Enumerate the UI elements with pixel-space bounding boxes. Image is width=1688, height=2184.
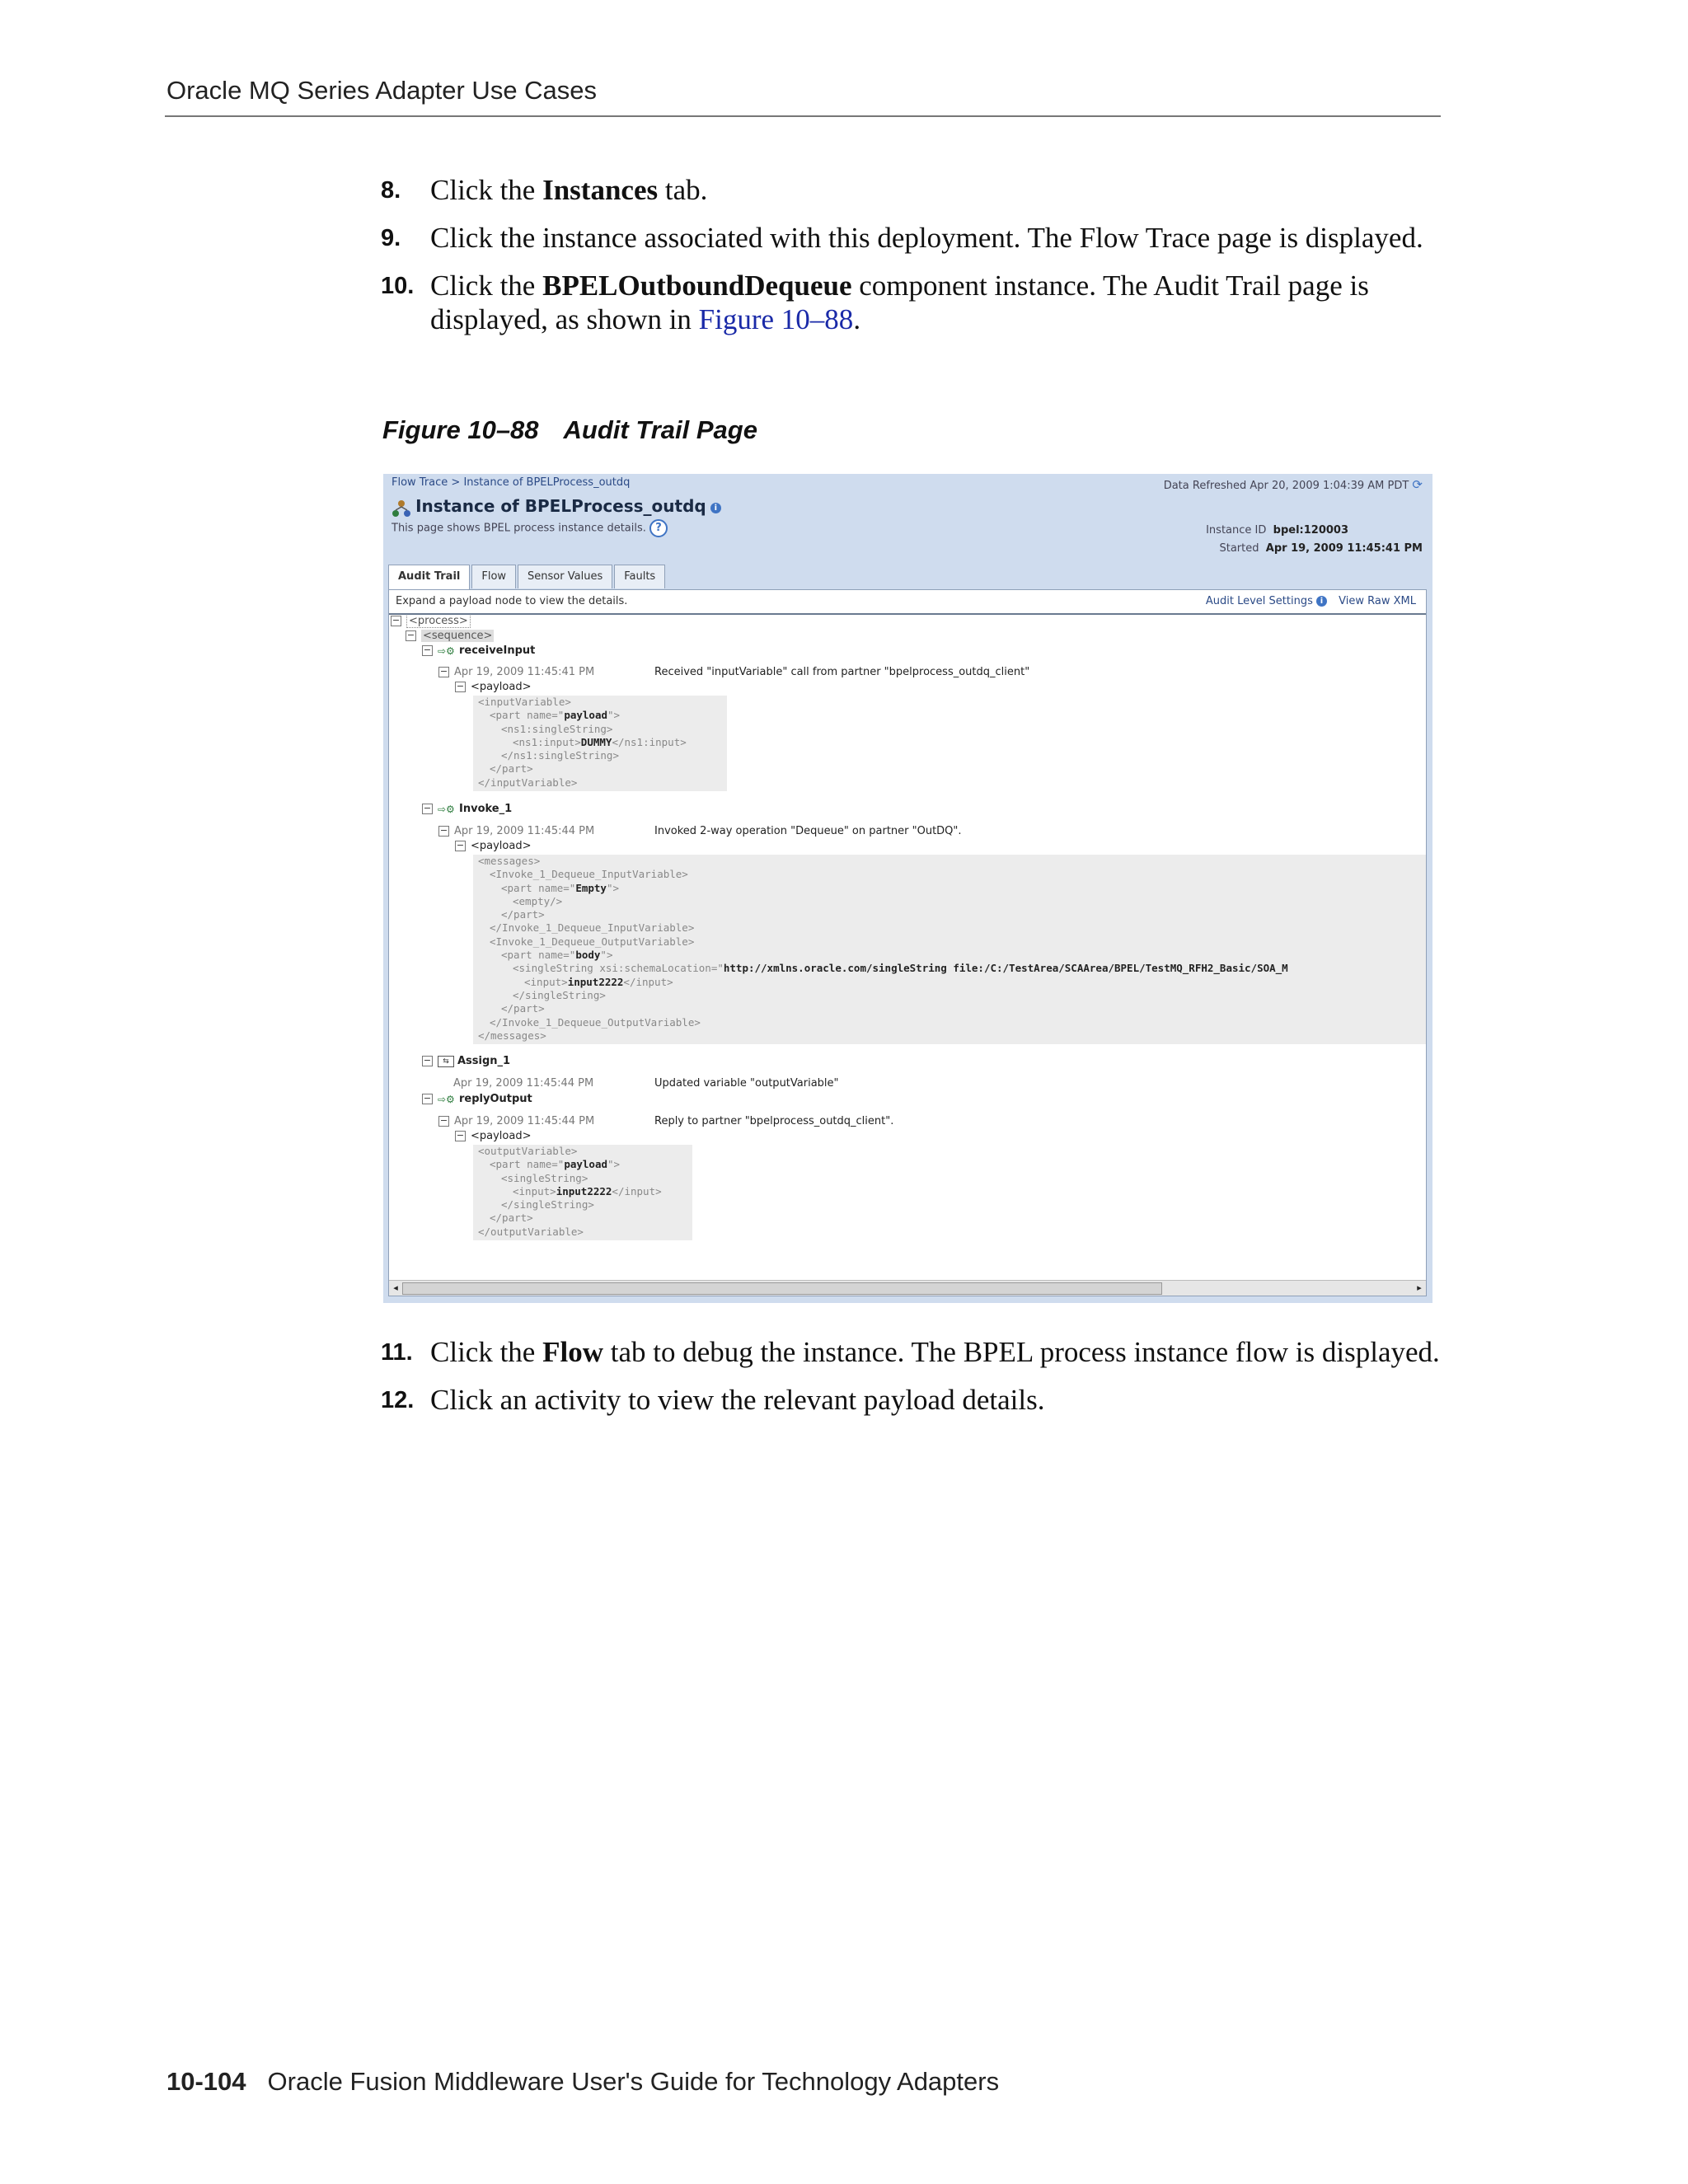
- xml-line: </part>: [501, 908, 545, 921]
- event-row[interactable]: [438, 825, 594, 837]
- collapse-icon[interactable]: −: [423, 1055, 432, 1066]
- xml-line: <Invoke_1_Dequeue_OutputVariable>: [490, 935, 695, 948]
- page-subtitle-text: This page shows BPEL process instance details.: [392, 522, 646, 535]
- collapse-icon[interactable]: −: [392, 615, 401, 626]
- horizontal-scrollbar[interactable]: [389, 1280, 1426, 1296]
- step-10: [381, 269, 1452, 336]
- tab-faults[interactable]: Faults: [614, 565, 665, 588]
- step-8: [381, 173, 1452, 207]
- figure-caption: [382, 415, 757, 445]
- process-icon: [392, 499, 411, 518]
- xml-line: </ns1:singleString>: [501, 749, 619, 762]
- panel-toolbar: [389, 590, 1426, 615]
- scroll-right-icon[interactable]: ▸: [1417, 1282, 1422, 1293]
- payload-tag: <payload>: [471, 681, 532, 693]
- step-bold: Flow: [542, 1336, 603, 1368]
- book-title: Oracle Fusion Middleware User's Guide for Technology Adapters: [267, 2067, 1000, 2096]
- activity-name: Invoke_1: [459, 803, 513, 815]
- payload-tag: <payload>: [471, 840, 532, 852]
- event-message: Reply to partner "bpelprocess_outdq_client".: [654, 1115, 894, 1127]
- breadcrumb[interactable]: Flow Trace > Instance of BPELProcess_outdq: [392, 476, 631, 489]
- xml-line: <input>input2222</input>: [513, 1184, 662, 1197]
- running-header: Oracle MQ Series Adapter Use Cases: [166, 76, 598, 105]
- process-tag: <process>: [406, 615, 471, 628]
- event-timestamp: Apr 19, 2009 11:45:41 PM: [454, 666, 595, 678]
- refresh-icon[interactable]: ⟳: [1412, 477, 1423, 492]
- instance-id-label: Instance ID: [1206, 524, 1267, 537]
- page-footer: [166, 2067, 999, 2097]
- payload-node[interactable]: [455, 840, 531, 852]
- step-number: 10.: [381, 273, 415, 299]
- xml-line: <outputVariable>: [478, 1145, 578, 1157]
- event-row[interactable]: [438, 1115, 594, 1127]
- step-text: tab to debug the instance. The BPEL process instance flow is displayed.: [603, 1336, 1440, 1368]
- xml-line: </inputVariable>: [478, 776, 578, 789]
- collapse-icon[interactable]: −: [423, 803, 432, 813]
- collapse-icon[interactable]: −: [423, 1093, 432, 1104]
- payload-xml-invoke: [473, 855, 1426, 1044]
- step-number: 12.: [381, 1387, 415, 1413]
- event-timestamp: Apr 19, 2009 11:45:44 PM: [453, 1077, 594, 1090]
- xml-line: </Invoke_1_Dequeue_InputVariable>: [490, 921, 695, 935]
- collapse-icon[interactable]: −: [439, 825, 448, 836]
- event-timestamp: Apr 19, 2009 11:45:44 PM: [454, 825, 595, 837]
- step-bold: BPELOutboundDequeue: [542, 269, 852, 302]
- xml-line: <Invoke_1_Dequeue_InputVariable>: [490, 868, 688, 881]
- tab-sensor-values[interactable]: Sensor Values: [518, 565, 612, 588]
- payload-node[interactable]: [455, 681, 531, 693]
- audit-level-text: Audit Level Settings: [1205, 595, 1313, 607]
- xml-line: </part>: [501, 1002, 545, 1015]
- collapse-icon[interactable]: −: [456, 1130, 465, 1141]
- event-message: Received "inputVariable" call from partner "bpelprocess_outdq_client": [654, 666, 1030, 678]
- tree-node-assign[interactable]: [422, 1055, 510, 1067]
- activity-name: Assign_1: [457, 1055, 511, 1067]
- event-row[interactable]: [438, 666, 594, 678]
- step-9: [381, 221, 1452, 255]
- payload-xml-receive: [473, 696, 727, 791]
- data-refreshed-text: Data Refreshed Apr 20, 2009 1:04:39 AM PDT: [1163, 480, 1409, 492]
- step-text: Click the instance associated with this deployment. The Flow Trace page is displayed.: [430, 222, 1423, 254]
- xml-line: </part>: [490, 762, 533, 776]
- scroll-left-icon[interactable]: ◂: [393, 1282, 398, 1293]
- tree-node-reply[interactable]: [422, 1093, 532, 1105]
- tree-node-receive[interactable]: [422, 644, 535, 657]
- header-rule: [165, 115, 1441, 117]
- tree-node-invoke[interactable]: [422, 803, 512, 815]
- page-number: 10-104: [166, 2067, 246, 2096]
- xml-line: <singleString xsi:schemaLocation="http://xmlns.oracle.com/singleString file:/C:/TestArea/SCAArea/BPEL/TestMQ_RFH2_Basic/SOA_M: [513, 962, 1288, 975]
- scrollbar-thumb[interactable]: [402, 1282, 1162, 1295]
- assign-icon: ⇆: [438, 1056, 454, 1067]
- event-timestamp: Apr 19, 2009 11:45:44 PM: [454, 1115, 595, 1127]
- audit-level-settings-link[interactable]: [1206, 595, 1327, 607]
- info-icon: i: [1316, 596, 1327, 607]
- event-row: [453, 1077, 593, 1090]
- xml-line: </Invoke_1_Dequeue_OutputVariable>: [490, 1015, 701, 1029]
- step-text: Click an activity to view the relevant payload details.: [430, 1384, 1045, 1416]
- collapse-icon[interactable]: −: [456, 681, 465, 691]
- audit-trail-screenshot: [383, 474, 1432, 1303]
- payload-tag: <payload>: [471, 1130, 532, 1142]
- xml-line: <inputVariable>: [478, 696, 571, 708]
- tab-audit-trail[interactable]: Audit Trail: [388, 565, 470, 590]
- data-refreshed: [1164, 477, 1423, 492]
- figure-link[interactable]: Figure 10–88: [698, 303, 854, 335]
- step-text: component instance. The Audit Trail page is displayed, as shown in: [430, 269, 1369, 335]
- xml-line: <part name="payload">: [490, 1158, 621, 1171]
- expand-hint: Expand a payload node to view the details.: [396, 595, 628, 607]
- steps-list-bottom: [381, 1335, 1452, 1431]
- collapse-icon[interactable]: −: [456, 840, 465, 851]
- info-icon[interactable]: i: [710, 503, 721, 513]
- step-number: 8.: [381, 177, 401, 204]
- step-text: Click the: [430, 1336, 543, 1368]
- view-raw-xml-link[interactable]: View Raw XML: [1339, 595, 1416, 607]
- payload-node[interactable]: [455, 1130, 531, 1142]
- started-label: Started: [1219, 542, 1259, 555]
- reply-icon: ⇨⚙: [438, 1093, 455, 1105]
- step-11: [381, 1335, 1452, 1369]
- figure-number: Figure 10–88: [382, 415, 539, 444]
- instance-details: [1206, 522, 1423, 558]
- receive-icon: ⇨⚙: [438, 644, 455, 657]
- activity-name: receiveInput: [459, 644, 536, 657]
- collapse-icon[interactable]: −: [439, 1115, 448, 1126]
- activity-name: replyOutput: [459, 1093, 532, 1105]
- collapse-icon[interactable]: −: [423, 644, 432, 655]
- step-number: 11.: [381, 1339, 413, 1366]
- xml-line: <input>input2222</input>: [524, 975, 673, 988]
- xml-line: <messages>: [478, 855, 541, 867]
- xml-line: <ns1:input>DUMMY</ns1:input>: [513, 735, 687, 748]
- step-text: .: [853, 303, 861, 335]
- page-title-text: Instance of BPELProcess_outdq: [415, 496, 706, 516]
- audit-trail-panel: [388, 589, 1427, 1296]
- event-message: Invoked 2-way operation "Dequeue" on partner "OutDQ".: [654, 825, 962, 837]
- page-subtitle: [392, 519, 668, 537]
- collapse-icon[interactable]: −: [406, 630, 415, 640]
- invoke-icon: ⇨⚙: [438, 803, 455, 815]
- started-value: Apr 19, 2009 11:45:41 PM: [1265, 542, 1423, 555]
- help-icon[interactable]: ?: [649, 519, 668, 537]
- step-text: Click the: [430, 269, 543, 302]
- figure-title: Audit Trail Page: [563, 415, 757, 444]
- instance-id-value: bpel:120003: [1273, 524, 1348, 537]
- collapse-icon[interactable]: −: [439, 666, 448, 677]
- xml-line: </singleString>: [513, 988, 606, 1001]
- step-12: [381, 1383, 1452, 1417]
- sequence-tag: <sequence>: [423, 630, 493, 642]
- page-title: [392, 496, 721, 518]
- step-bold: Instances: [542, 174, 659, 206]
- xml-line: </outputVariable>: [478, 1225, 584, 1238]
- step-text: Click the: [430, 174, 543, 206]
- xml-line: <ns1:singleString>: [501, 722, 613, 735]
- payload-xml-reply: [473, 1145, 692, 1240]
- xml-line: </part>: [490, 1212, 533, 1225]
- steps-list-top: [381, 173, 1452, 350]
- audit-tree: [389, 615, 1426, 1266]
- tree-node-sequence[interactable]: [406, 630, 494, 642]
- tab-flow[interactable]: Flow: [471, 565, 516, 588]
- xml-line: <part name="Empty">: [501, 881, 620, 894]
- tab-bar: [388, 565, 667, 589]
- xml-line: </singleString>: [501, 1198, 594, 1212]
- xml-line: <part name="payload">: [490, 709, 621, 722]
- xml-line: </messages>: [478, 1029, 546, 1042]
- event-message: Updated variable "outputVariable": [654, 1077, 839, 1090]
- step-text: tab.: [658, 174, 708, 206]
- step-number: 9.: [381, 225, 401, 251]
- xml-line: <part name="body">: [501, 949, 613, 962]
- tree-node-process[interactable]: [391, 615, 471, 627]
- xml-line: <singleString>: [501, 1171, 588, 1184]
- xml-line: <empty/>: [513, 894, 563, 907]
